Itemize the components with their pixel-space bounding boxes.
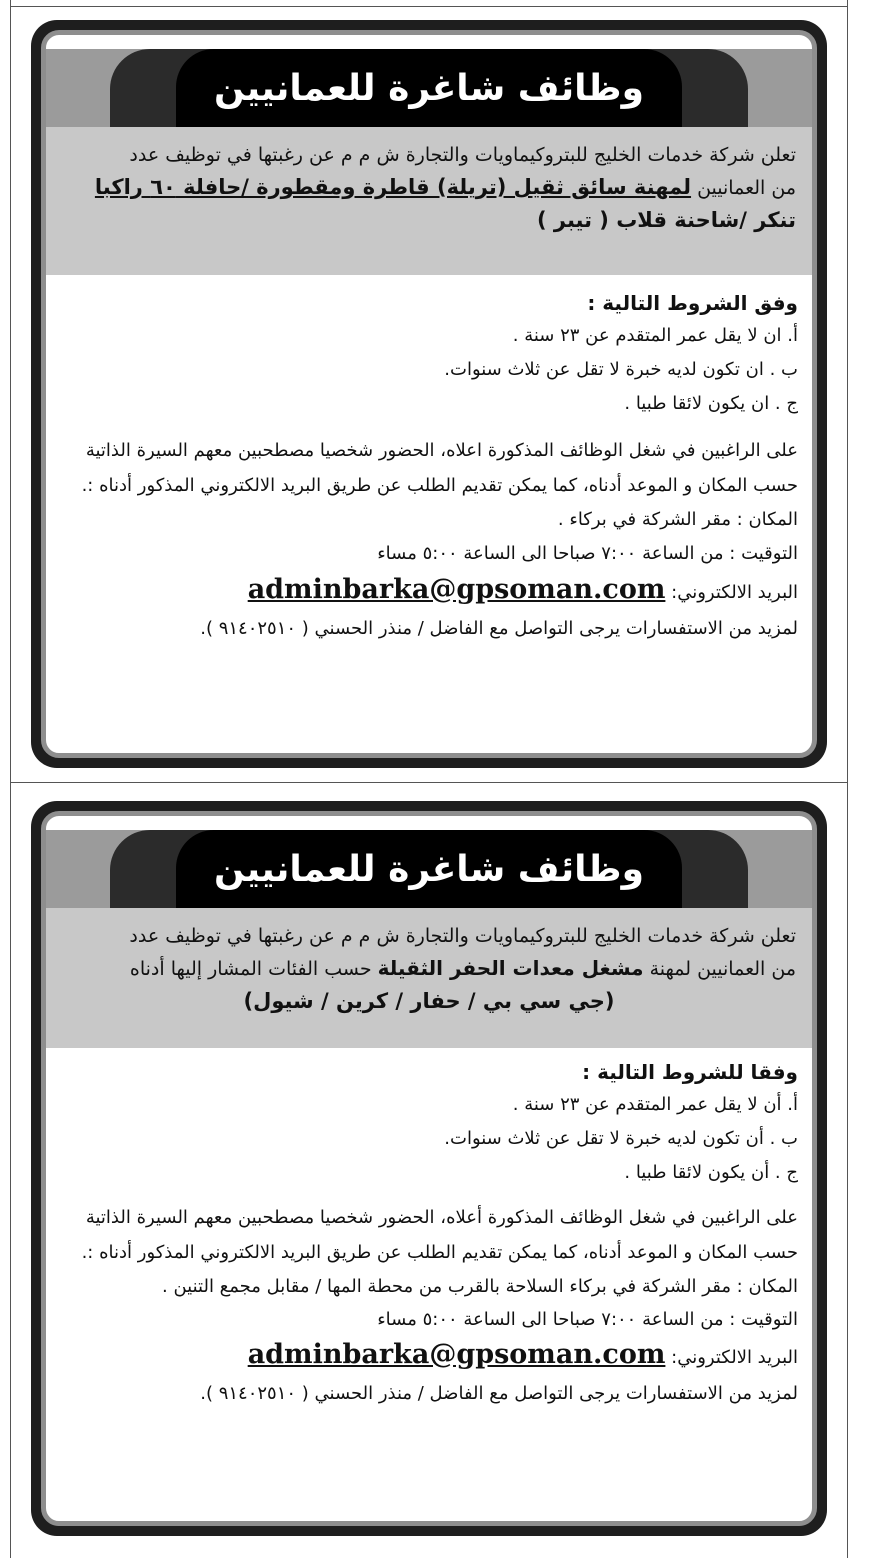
condition-item: ج . ان يكون لائقا طبيا . bbox=[624, 393, 798, 414]
intro-line-2-suffix: حسب الفئات المشار إليها أدناه bbox=[129, 958, 378, 980]
email-label: البريد الالكتروني: bbox=[671, 1347, 798, 1368]
contact-line: لمزيد من الاستفسارات يرجى التواصل مع الفاضل / منذر الحسني ( ٩١٤٠٢٥١٠ ). bbox=[200, 1383, 798, 1404]
intro-line-1: تعلن شركة خدمات الخليج للبتروكيماويات والتجارة ش م م عن رغبتها في توظيف عدد bbox=[129, 144, 796, 166]
email-link[interactable]: adminbarka@gpsoman.com bbox=[247, 574, 666, 605]
location-line: المكان : مقر الشركة في بركاء السلاحة بالقرب من محطة المها / مقابل مجمع التنين . bbox=[162, 1276, 798, 1297]
email-label: البريد الالكتروني: bbox=[671, 582, 798, 603]
email-line bbox=[60, 1336, 798, 1377]
contact-line: لمزيد من الاستفسارات يرجى التواصل مع الفاضل / منذر الحسني ( ٩١٤٠٢٥١٠ ). bbox=[200, 618, 798, 639]
ad-frame-operators bbox=[31, 801, 827, 1536]
ad-frame-drivers bbox=[31, 20, 827, 768]
job-title: مشغل معدات الحفر الثقيلة bbox=[377, 956, 644, 980]
intro-block bbox=[46, 127, 812, 275]
divider-line bbox=[11, 6, 847, 7]
email-line bbox=[60, 571, 798, 612]
conditions-title: وفقا للشروط التالية : bbox=[582, 1060, 798, 1084]
ad-body bbox=[46, 1056, 812, 1411]
ad-content bbox=[41, 811, 817, 1526]
ad-title: وظائف شاغرة للعمانيين bbox=[176, 49, 682, 127]
ad-cell-top bbox=[10, 0, 848, 783]
intro-line-2 bbox=[62, 952, 796, 985]
job-title: لمهنة سائق ثقيل (تريلة) قاطرة ومقطورة /حافلة ٦٠ راكبا bbox=[94, 175, 692, 199]
location-line: المكان : مقر الشركة في بركاء . bbox=[557, 509, 798, 530]
intro-block bbox=[46, 908, 812, 1048]
ad-body bbox=[46, 287, 812, 646]
ad-content bbox=[41, 30, 817, 758]
ad-cell-bottom bbox=[10, 783, 848, 1558]
condition-item: ب . أن تكون لديه خبرة لا تقل عن ثلاث سنوات. bbox=[444, 1128, 798, 1149]
condition-item: ج . أن يكون لائقا طبيا . bbox=[624, 1162, 798, 1183]
banner-outer bbox=[110, 830, 748, 908]
intro-line-2-prefix: من العمانيين bbox=[691, 177, 796, 199]
intro-line-2-prefix: من العمانيين لمهنة bbox=[643, 958, 796, 980]
timing-line: التوقيت : من الساعة ٧:٠٠ صباحا الى الساعة ٥:٠٠ مساء bbox=[377, 543, 798, 564]
ad-title: وظائف شاغرة للعمانيين bbox=[176, 830, 682, 908]
banner-outer bbox=[110, 49, 748, 127]
equipment-list: (جي سي بي / حفار / كرين / شيول) bbox=[243, 989, 615, 1013]
intro-line-1: تعلن شركة خدمات الخليج للبتروكيماويات والتجارة ش م م عن رغبتها في توظيف عدد bbox=[129, 925, 796, 947]
intro-line-2 bbox=[62, 171, 796, 204]
condition-item: أ. أن لا يقل عمر المتقدم عن ٢٣ سنة . bbox=[512, 1094, 798, 1115]
application-paragraph: على الراغبين في شغل الوظائف المذكورة أعلاه، الحضور شخصيا مصطحبين معهم السيرة الذاتية حسب المكان و الموعد أدناه، كما يمكن تقديم الطلب عن طريق البريد الالكتروني المذكور أدناه :. bbox=[81, 1207, 798, 1263]
intro-line-3: تنكر /شاحنة قلاب ( تيبر ) bbox=[536, 208, 796, 232]
condition-item: ب . ان تكون لديه خبرة لا تقل عن ثلاث سنوات. bbox=[444, 359, 798, 380]
email-link[interactable]: adminbarka@gpsoman.com bbox=[247, 1339, 666, 1370]
conditions-title: وفق الشروط التالية : bbox=[587, 291, 798, 315]
timing-line: التوقيت : من الساعة ٧:٠٠ صباحا الى الساعة ٥:٠٠ مساء bbox=[377, 1309, 798, 1330]
application-paragraph: على الراغبين في شغل الوظائف المذكورة اعلاه، الحضور شخصيا مصطحبين معهم السيرة الذاتية حسب المكان و الموعد أدناه، كما يمكن تقديم الطلب عن طريق البريد الالكتروني المذكور أدناه :. bbox=[81, 440, 798, 496]
condition-item: أ. ان لا يقل عمر المتقدم عن ٢٣ سنة . bbox=[512, 325, 798, 346]
